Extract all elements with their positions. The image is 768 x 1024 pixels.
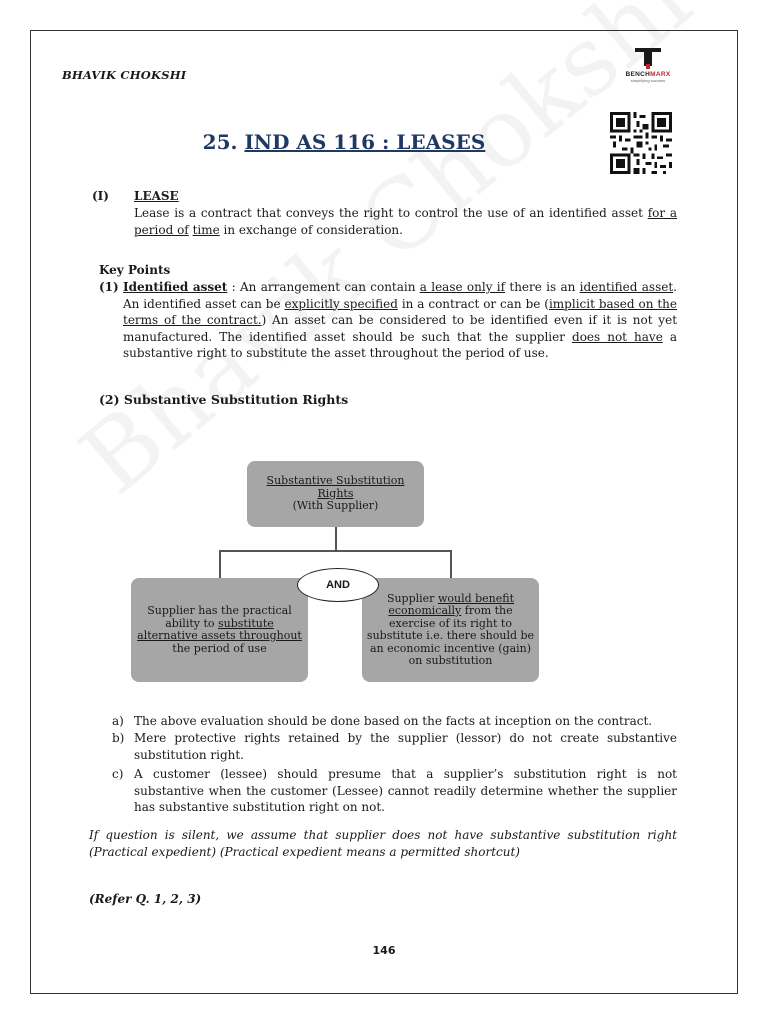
note-text: The above evaluation should be done based on the facts at inception on the contract. bbox=[134, 714, 653, 728]
lease-definition: Lease is a contract that conveys the right to control the use of an identified asset for a period of time in exchange of consideration. bbox=[134, 206, 678, 237]
connector-vertical bbox=[335, 527, 337, 550]
note-text: Mere protective rights retained by the supplier (lessor) do not create substantive substitution right. bbox=[134, 731, 677, 762]
note-letter: b) bbox=[112, 731, 125, 745]
point-1-number: (1) bbox=[99, 280, 119, 294]
key-points-heading: Key Points bbox=[99, 263, 171, 277]
connector-horizontal bbox=[219, 550, 451, 552]
diagram-top-box: Substantive Substitution Rights (With Supplier) bbox=[247, 461, 424, 527]
point-1-text: Identified asset : An arrangement can contain a lease only if there is an identified asset. An identified asset can be explicitly specified in a contract or can be (implicit based on the terms of the contract.) An asset can be considered to be identified even if it is not yet manufactured. The identified asset should be such that the supplier does not have a substantive right to substitute the asset throughout the period of use. bbox=[123, 280, 678, 360]
diagram-left-box: Supplier has the practical ability to substitute alternative assets throughout the period of use bbox=[131, 578, 308, 682]
page-number: 146 bbox=[372, 944, 396, 957]
note-letter: c) bbox=[112, 767, 124, 781]
connector-right bbox=[450, 550, 452, 578]
section-heading: LEASE bbox=[134, 189, 179, 203]
refer-questions: (Refer Q. 1, 2, 3) bbox=[89, 892, 202, 906]
author-name: BHAVIK CHOKSHI bbox=[62, 68, 187, 82]
logo-tagline: simplifying success bbox=[630, 78, 666, 83]
benchmarx-logo bbox=[618, 44, 678, 88]
diagram-right-box: Supplier would benefit economically from the exercise of its right to substitute i.e. there should be an economic incentive (gain) on substitution bbox=[362, 578, 539, 682]
note-letter: a) bbox=[112, 714, 124, 728]
graduation-cap-icon bbox=[633, 44, 663, 70]
and-connector: AND bbox=[297, 568, 379, 602]
note-text: A customer (lessee) should presume that a supplier’s substitution right is not substantive when the customer (Lessee) cannot readily determine whether the supplier has substantive substitution right on not. bbox=[134, 767, 677, 814]
logo-wordmark: BENCHMARX bbox=[625, 71, 671, 78]
practical-expedient-note: If question is silent, we assume that supplier does not have substantive substitution right (Practical expedient) (Practical expedient means a permitted shortcut) bbox=[89, 828, 677, 859]
chapter-title: 25. IND AS 116 : LEASES bbox=[202, 130, 486, 154]
section-numeral: (I) bbox=[92, 189, 109, 203]
connector-left bbox=[219, 550, 221, 578]
point-2-heading: (2) Substantive Substitution Rights bbox=[99, 392, 349, 407]
